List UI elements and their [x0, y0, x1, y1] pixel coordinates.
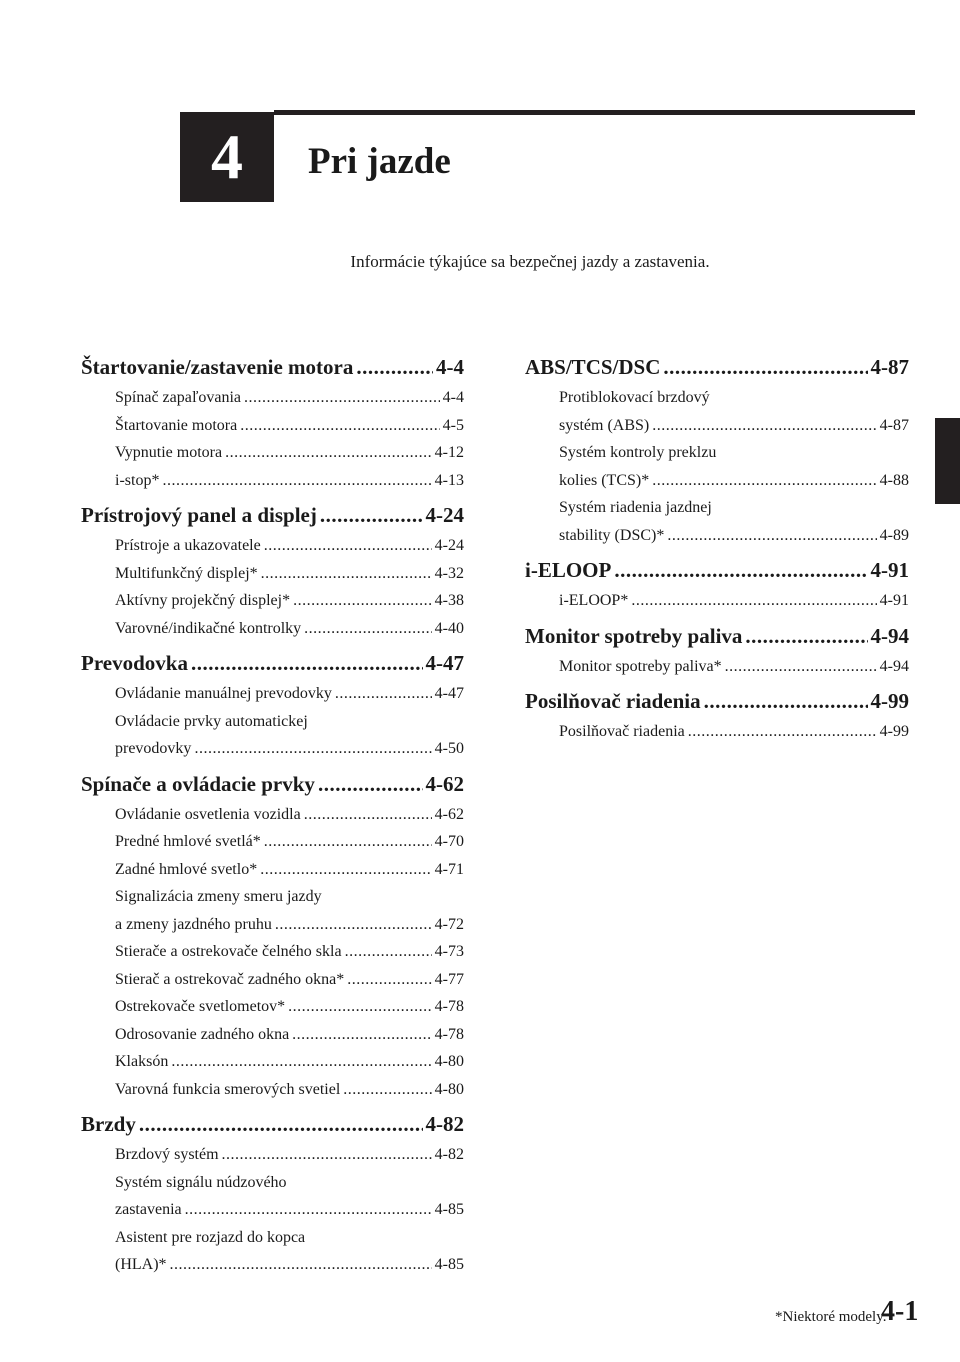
toc-entry[interactable]: [115, 412, 464, 440]
toc-entry-row: [115, 1076, 464, 1104]
toc-entry-row: [115, 560, 464, 588]
toc-entry-label: Štartovanie motora: [115, 416, 238, 434]
dot-leader: [194, 735, 431, 763]
dot-leader: [318, 767, 423, 801]
toc-section-page: 4-24: [425, 503, 464, 527]
dot-leader: [614, 553, 867, 587]
toc-entry-page: 4-94: [879, 657, 909, 675]
toc-entry-label-line1: Asistent pre rozjazd do kopca: [115, 1228, 306, 1246]
toc-entry-label: Ostrekovače svetlometov*: [115, 998, 286, 1015]
toc-left-column: [81, 350, 464, 1283]
toc-entry-list: [525, 718, 909, 746]
toc-section-page: 4-47: [425, 651, 464, 675]
toc-entry[interactable]: [115, 1076, 464, 1104]
toc-section-page: 4-94: [870, 623, 909, 648]
toc-section-heading[interactable]: [525, 350, 909, 384]
dot-leader: [652, 412, 876, 440]
dot-leader: [162, 467, 431, 495]
toc-entry-page: 4-72: [434, 915, 464, 933]
toc-entry-page: 4-78: [434, 998, 464, 1015]
dot-leader: [260, 856, 431, 884]
toc-entry-row: [115, 587, 464, 615]
dot-leader: [343, 1076, 431, 1104]
toc-entry-label-line1: Systém kontroly preklzu: [559, 444, 717, 461]
toc-section: [525, 350, 909, 549]
toc-entry-label: stability (DSC)*: [559, 526, 665, 544]
footer-note: *Niektoré modely.: [775, 1309, 887, 1325]
chapter-side-tab: [935, 418, 960, 504]
toc-section-page: 4-87: [870, 355, 909, 379]
toc-entry-label: Aktívny projekčný displej*: [115, 592, 291, 609]
toc-entry-label: Posilňovač riadenia: [559, 723, 685, 740]
toc-entry-page: 4-12: [434, 444, 464, 461]
toc-entry[interactable]: [115, 801, 464, 829]
toc-entry-label: prevodovky: [115, 740, 192, 757]
toc-entry-row: [559, 467, 909, 495]
toc-entry-list: [81, 801, 464, 1104]
dot-leader: [320, 498, 423, 532]
toc-section-title: Prístrojový panel a displej: [81, 503, 317, 527]
toc-section-title: Spínače a ovládacie prvky: [81, 771, 315, 796]
toc-entry[interactable]: [115, 615, 464, 643]
toc-entry[interactable]: [115, 1224, 464, 1279]
dot-leader: [293, 587, 432, 615]
toc-entry-label: zastavenia: [115, 1201, 182, 1218]
dot-leader: [264, 532, 432, 560]
toc-section: [525, 684, 909, 746]
dot-leader: [345, 938, 432, 966]
toc-entry-label: Ovládanie osvetlenia vozidla: [115, 805, 301, 823]
toc-section: [525, 619, 909, 681]
toc-section: [81, 1107, 464, 1279]
toc-entry-page: 4-62: [434, 805, 464, 823]
toc-entry-row: [559, 522, 909, 550]
toc-section-title: i-ELOOP: [525, 558, 612, 582]
toc-entry-page: 4-77: [434, 970, 464, 988]
dot-leader: [185, 1196, 432, 1224]
dot-leader: [222, 1141, 432, 1169]
toc-entry-page: 4-47: [434, 685, 464, 702]
toc-section-title: Prevodovka: [81, 651, 188, 675]
toc-section-heading[interactable]: [525, 619, 909, 653]
toc-entry[interactable]: [559, 439, 909, 494]
dot-leader: [264, 828, 432, 856]
toc-section-title: Štartovanie/zastavenie motora: [81, 355, 354, 379]
dot-leader: [225, 439, 432, 467]
toc-entry-label: Prístroje a ukazovatele: [115, 537, 261, 554]
toc-entry[interactable]: [115, 708, 464, 763]
toc-entry[interactable]: [115, 1169, 464, 1224]
dot-leader: [356, 350, 433, 384]
toc-entry-label: Multifunkčný displej*: [115, 564, 258, 582]
toc-section-heading[interactable]: [81, 498, 464, 532]
toc-entry-page: 4-38: [434, 592, 464, 609]
toc-entry-page: 4-88: [879, 471, 909, 489]
toc-entry-row: [115, 1021, 464, 1049]
toc-entry-label: a zmeny jazdného pruhu: [115, 915, 272, 933]
toc-entry-page: 4-89: [879, 526, 909, 544]
toc-section-title: Monitor spotreby paliva: [525, 623, 743, 648]
toc-section: [81, 498, 464, 642]
dot-leader: [292, 1021, 432, 1049]
toc-section-page: 4-99: [870, 689, 909, 713]
toc-entry-page: 4-4: [442, 389, 464, 406]
toc-entry[interactable]: [559, 718, 909, 746]
dot-leader: [240, 412, 439, 440]
dot-leader: [652, 467, 876, 495]
toc-entry-row: [559, 587, 909, 615]
toc-entry[interactable]: [115, 680, 464, 708]
toc-entry-list: [81, 384, 464, 494]
dot-leader: [663, 350, 867, 384]
toc-entry-row: [115, 439, 464, 467]
toc-entry-page: 4-80: [434, 1080, 464, 1098]
dot-leader: [725, 653, 877, 681]
toc-entry-label: i-stop*: [115, 471, 160, 489]
toc-section: [525, 553, 909, 615]
toc-entry-row: [115, 993, 464, 1021]
toc-entry-label: Ovládanie manuálnej prevodovky: [115, 685, 332, 702]
toc-entry-label: systém (ABS): [559, 416, 650, 434]
toc-entry-label: Stierač a ostrekovač zadného okna*: [115, 970, 345, 988]
toc-entry-list: [81, 1141, 464, 1279]
toc-entry-label: kolies (TCS)*: [559, 471, 650, 489]
toc-entry-row: [115, 938, 464, 966]
toc-entry[interactable]: [559, 384, 909, 439]
dot-leader: [631, 587, 876, 615]
toc-section-title: ABS/TCS/DSC: [525, 355, 661, 379]
toc-entry-row: [115, 615, 464, 643]
toc-entry-label-line1: Systém riadenia jazdnej: [559, 499, 712, 516]
toc-entry-list: [525, 587, 909, 615]
toc-section-page: 4-82: [425, 1112, 464, 1136]
chapter-number-box: [180, 112, 274, 202]
toc-entry-page: 4-5: [442, 416, 464, 434]
toc-entry-label: Varovné/indikačné kontrolky: [115, 619, 302, 637]
toc-entry-page: 4-24: [434, 537, 464, 554]
toc-entry[interactable]: [115, 439, 464, 467]
toc-entry-page: 4-32: [434, 564, 464, 582]
toc-entry-page: 4-99: [879, 723, 909, 740]
dot-leader: [244, 384, 440, 412]
toc-entry[interactable]: [115, 966, 464, 994]
toc-entry-page: 4-40: [434, 619, 464, 637]
toc-entry-row: [115, 384, 464, 412]
toc-section-title: Brzdy: [81, 1112, 136, 1136]
toc-entry-page: 4-85: [434, 1256, 464, 1273]
toc-entry-label: Klaksón: [115, 1053, 169, 1070]
toc-entry-list: [81, 532, 464, 642]
toc-right-column: [525, 350, 909, 750]
toc-entry-label: Odrosovanie zadného okna: [115, 1025, 290, 1043]
toc-entry-row: [115, 1196, 464, 1224]
toc-entry-row: [115, 828, 464, 856]
toc-entry-label: Zadné hmlové svetlo*: [115, 860, 258, 878]
toc-entry-page: 4-87: [879, 416, 909, 434]
dot-leader: [347, 966, 431, 994]
toc-section-page: 4-62: [425, 771, 464, 796]
toc-entry[interactable]: [559, 587, 909, 615]
toc-entry[interactable]: [115, 828, 464, 856]
toc-entry-row: [115, 1048, 464, 1076]
toc-entry-label-line1: Ovládacie prvky automatickej: [115, 712, 308, 730]
dot-leader: [704, 684, 868, 718]
toc-entry-list: [525, 384, 909, 549]
toc-entry-row: [115, 1251, 464, 1279]
toc-entry[interactable]: [115, 560, 464, 588]
toc-section: [81, 646, 464, 763]
dot-leader: [171, 1048, 431, 1076]
toc-entry-page: 4-80: [434, 1053, 464, 1070]
toc-entry-label: Stierače a ostrekovače čelného skla: [115, 943, 342, 960]
toc-entry-label-line1: Systém signálu núdzového: [115, 1173, 287, 1191]
toc-entry-label: i-ELOOP*: [559, 592, 629, 609]
toc-entry-page: 4-71: [434, 860, 464, 878]
toc-section-heading[interactable]: [525, 553, 909, 587]
dot-leader: [304, 615, 432, 643]
toc-entry-page: 4-85: [434, 1201, 464, 1218]
dot-leader: [335, 680, 432, 708]
toc-entry-row: [115, 911, 464, 939]
dot-leader: [667, 522, 876, 550]
toc-entry[interactable]: [559, 494, 909, 549]
toc-entry-row: [115, 735, 464, 763]
toc-section: [81, 350, 464, 494]
toc-entry-label-line1: Signalizácia zmeny smeru jazdy: [115, 888, 322, 905]
toc-entry-row: [115, 966, 464, 994]
toc-entry-row: [559, 412, 909, 440]
chapter-number: 4: [211, 121, 243, 192]
toc-entry-page: 4-70: [434, 833, 464, 850]
toc-entry-row: [115, 467, 464, 495]
dot-leader: [688, 718, 877, 746]
toc-entry[interactable]: [115, 856, 464, 884]
toc-section: [81, 767, 464, 1104]
dot-leader: [191, 646, 423, 680]
toc-entry-row: [115, 412, 464, 440]
toc-section-page: 4-4: [436, 355, 464, 379]
toc-entry-list: [81, 680, 464, 763]
toc-entry-row: [115, 532, 464, 560]
header-rule: [274, 110, 915, 115]
toc-entry-row: [115, 856, 464, 884]
toc-entry[interactable]: [559, 653, 909, 681]
toc-section-heading[interactable]: [81, 1107, 464, 1141]
toc-entry-label-line1: Protiblokovací brzdový: [559, 389, 710, 406]
toc-entry[interactable]: [115, 1141, 464, 1169]
toc-entry-label: Vypnutie motora: [115, 444, 223, 461]
toc-entry-page: 4-82: [434, 1146, 464, 1163]
dot-leader: [261, 560, 432, 588]
toc-entry[interactable]: [115, 883, 464, 938]
toc-section-page: 4-91: [870, 558, 909, 582]
dot-leader: [745, 619, 867, 653]
dot-leader: [288, 993, 432, 1021]
toc-entry-page: 4-73: [434, 943, 464, 960]
toc-entry-list: [525, 653, 909, 681]
toc-entry[interactable]: [115, 587, 464, 615]
toc-entry-label: Brzdový systém: [115, 1146, 219, 1163]
toc-entry-page: 4-50: [434, 740, 464, 757]
toc-entry-label: Predné hmlové svetlá*: [115, 833, 261, 850]
toc-entry[interactable]: [115, 532, 464, 560]
toc-entry[interactable]: [115, 993, 464, 1021]
toc-section-heading[interactable]: [81, 350, 464, 384]
toc-entry-page: 4-78: [434, 1025, 464, 1043]
toc-entry-label: (HLA)*: [115, 1256, 167, 1273]
toc-entry-row: [115, 801, 464, 829]
toc-entry[interactable]: [115, 1048, 464, 1076]
toc-entry-page: 4-91: [879, 592, 909, 609]
chapter-intro: Informácie týkajúce sa bezpečnej jazdy a zastavenia.: [350, 252, 710, 271]
toc-entry-page: 4-13: [434, 471, 464, 489]
toc-section-heading[interactable]: [525, 684, 909, 718]
dot-leader: [139, 1107, 423, 1141]
toc-entry[interactable]: [115, 467, 464, 495]
toc-entry-row: [559, 653, 909, 681]
toc-entry-label: Monitor spotreby paliva*: [559, 657, 722, 675]
toc-entry-label: Spínač zapaľovania: [115, 389, 241, 406]
toc-entry-row: [115, 680, 464, 708]
toc-section-heading[interactable]: [81, 646, 464, 680]
toc-entry-row: [559, 718, 909, 746]
dot-leader: [170, 1251, 432, 1279]
dot-leader: [304, 801, 432, 829]
page-number: 4-1: [881, 1296, 919, 1327]
toc-entry[interactable]: [115, 1021, 464, 1049]
toc-entry[interactable]: [115, 938, 464, 966]
dot-leader: [275, 911, 432, 939]
chapter-title: Pri jazde: [308, 141, 451, 182]
toc-entry[interactable]: [115, 384, 464, 412]
toc-section-title: Posilňovač riadenia: [525, 689, 701, 713]
toc-section-heading[interactable]: [81, 767, 464, 801]
toc-entry-row: [115, 1141, 464, 1169]
toc-entry-label: Varovná funkcia smerových svetiel: [115, 1080, 341, 1098]
